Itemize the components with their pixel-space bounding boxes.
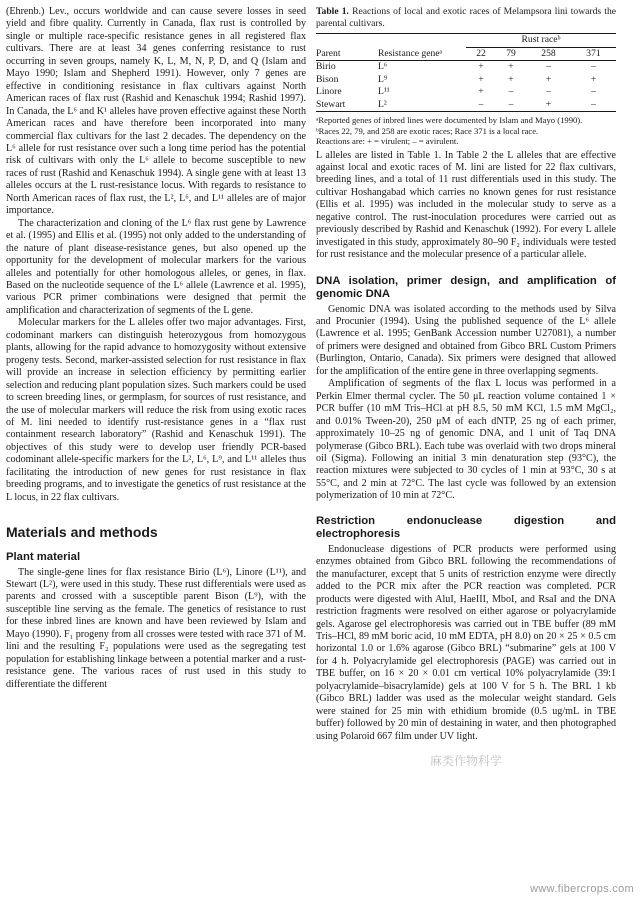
methods-heading: Materials and methods xyxy=(6,524,158,541)
cell-reaction: – xyxy=(496,99,526,112)
plant-material-heading: Plant material xyxy=(6,550,81,563)
cloning-paragraph: The characterization and cloning of the L⁶ flax rust gene by Lawrence et al. (1995) and Ellis et al. (1995) not only added to the understanding of the nature of plant disease-resistance genes, but also opened up the opportunity for the development of molecular markers for the various alleles and potentially for other homologous alleles, or genes, in flax. Based on the nucleotide sequence of the L⁶ allele (Lawrence et al. 1995), various PCR primer combinations were designed that permit the amplification and characterization of segments of the L gene. xyxy=(6,217,306,316)
dna-paragraph-1: Genomic DNA was isolated according to the methods used by Silva and Procunier (1994). Using the published sequence of the L⁶ allele (Lawrence et al. 1995; GenBank Accession number U27081), a number of primers were designed and obtained from Gibco BRL Custom Primers (Burlington, Ontario, Canada). Six primers were designed that allowed for the amplification of the entire gene in three overlapping segments. xyxy=(316,303,616,377)
table-caption-label: Table 1. xyxy=(316,6,349,17)
cell-reaction: + xyxy=(478,86,484,98)
cell-reaction: + xyxy=(478,73,484,85)
cell-parent: Linore xyxy=(316,86,342,98)
col-header-race: 79 xyxy=(496,47,526,61)
dna-isolation-heading: DNA isolation, primer design, and amplification of genomic DNA xyxy=(316,274,616,300)
cell-gene: L⁹ xyxy=(378,73,388,85)
restriction-heading: Restriction endonuclease digestion and electrophoresis xyxy=(316,514,616,540)
cell-reaction: + xyxy=(590,73,597,85)
col-header-parent: Parent xyxy=(316,47,378,61)
race-reaction-table xyxy=(316,33,616,112)
table-row xyxy=(316,86,616,99)
intro-paragraph: (Ehrenb.) Lev., occurs worldwide and can cause severe losses in seed yield and fibre quality. Currently in Canada, flax rust is controlled by single or multiple race-specific resistance genes in all registered flax cultivars. There are at least 34 genes conferring resistance to rust occurring in seven groups, namely K, L, M, N, P, D, and Q (Islam and Mayo 1990; Islam and Shepherd 1991). However, only 7 genes are effective in conditioning resistance in flax cultivars against North American races of flax rust (Rashid and Kenaschuk 1994; Rashid 1997). In Canada, the L⁶ and K¹ alleles have proven effective against these North American races and have therefore been incorporated into many commercial flax cultivars for the last 2 decades. The dependency on the L⁶ allele for rust resistance over such a long time period has the potential risk of cultivars with only the L⁶ allele to become susceptible to new races of rust (Rashid and Kenaschuk 1994). A single gene with at least 13 alleles occurs at the L rust-resistance locus. With regards to resistance to North American races of flax rust, the L², L⁶, and L¹¹ alleles are of major importance. xyxy=(6,6,306,217)
col-header-race: 258 xyxy=(526,47,571,61)
cell-reaction: – xyxy=(508,86,514,98)
cell-reaction: – xyxy=(591,61,596,73)
plant-material-paragraph: The single-gene lines for flax resistance Birio (L⁶), Linore (L¹¹), and Stewart (L²), were used in this study. These rust differentials were used as parents and crossed with a susceptible parent Bison (L⁹), with the susceptible line serving as the female. The genetics of resistance to rust for these inbred lines are known and have been reviewed by Islam and Mayo (1990). F₁ progeny from all crosses were tested with race 371 of M. lini and the resulting F₂ populations were used as the segregating test population for establishing linkage between a potential marker and a rust-resistance gene. The various races of rust used in this study to differentiate the different xyxy=(6,566,306,690)
table-notes xyxy=(316,115,616,147)
cell-reaction: + xyxy=(545,73,552,85)
dna-paragraph-2: Amplification of segments of the flax L locus was performed in a Perkin Elmer thermal cycler. The 50 μL reaction volume contained 1 × PCR buffer (10 mM Tris–HCl at pH 8.5, 50 mM KCl, 1.5 mM MgCl₂, and 0.01% Tween-20), 250 μM of each dNTP, 25 ng of each primer, approximately 10–25 ng of genomic DNA, and 1 unit of Taq DNA polymerase (Gibco BRL). Each tube was overlaid with two drops mineral oil (Sigma). Following an initial 3 min denaturation step (93°C), the reaction mixtures were subjected to 30 cycles of 1 min at 93°C, 30 s at 55°C, and 2 min at 72°C. The last cycle was followed by an extension polymerization of 10 min at 72°C. xyxy=(316,378,616,502)
restriction-paragraph: Endonuclease digestions of PCR products were performed using enzymes obtained from Gibco BRL following the recommendations of the manufacturer, except that 5 units of restriction enzyme were directly added to the PCR mix after the PCR reaction was completed. PCR products were digested with AluI, HaeIII, MboI, and RsaI and the DNA restriction fragments were resolved on either agarose or polyacrylamide gels. Agarose gel electrophoresis was carried out in TBE buffer (89 mM Tris–HCl, 89 mM boric acid, 10 mM EDTA, pH 8.0) on 20 × 25 × 0.5 cm horizontal 1.0 or 1.6% agarose (Gibco BRL) “submarine” gels at 100 V for 4 h. Polyacrylamide gel electrophoresis (PAGE) was carried out in TBE buffer, on 16 × 20 × 0.01 cm vertical 10% polyacrylamide (39:1 polyacrylamide–bisacrylamide) gels at 100 V for 5 h. The BRL 1 kb (Gibco BRL) ladder was used as the molecular weight standard. Gels were stained for 25 min with ethidium bromide (0.5 ug/mL in TBE buffer) followed by 20 min of destaining in water, and then photographed using Polaroid 667 film under UV light. xyxy=(316,543,616,742)
cell-reaction: – xyxy=(546,86,551,98)
table-1 xyxy=(316,6,616,147)
col-header-gene: Resistance geneᵃ xyxy=(378,47,466,61)
col-header-race: 371 xyxy=(571,47,616,61)
cell-reaction: – xyxy=(466,99,496,112)
watermark-url: www.fibercrops.com xyxy=(530,883,634,895)
table-row xyxy=(316,99,616,112)
cell-parent: Bison xyxy=(316,73,339,85)
cell-gene: L² xyxy=(378,99,466,112)
alleles-paragraph: L alleles are listed in Table 1. In Table 2 the L alleles that are effective against local and exotic races of M. lini are listed for 22 flax cultivars, breeding lines, and a total of 11 rust differentials used in this study. The cultivar Hoshangabad which carries no known genes for rust resistance (Ellis et al. 1995) was included in the molecular study to serve as a negative control. The rust-inoculation procedures were carried out as previously described by Rashid and Kenaschuk (1992). For every L allele investigated in this study, approximately 80–90 F₂ individuals were tested for rust resistance and the molecular presence of a particular allele. xyxy=(316,149,616,261)
table-row xyxy=(316,74,616,87)
cell-parent: Birio xyxy=(316,61,336,73)
table-caption-text: Reactions of local and exotic races of Melampsora lini towards the parental cultivars. xyxy=(316,6,616,29)
cell-reaction: + xyxy=(508,73,514,85)
cell-reaction: + xyxy=(508,61,514,73)
cell-reaction: – xyxy=(571,99,616,112)
col-header-race: 22 xyxy=(466,47,496,61)
table-note-b: ᵇRaces 22, 79, and 258 are exotic races; Race 371 is a local race. xyxy=(316,125,539,136)
left-column xyxy=(6,6,306,691)
table-note-c: Reactions are: + = virulent; – = avirulent. xyxy=(316,136,459,146)
table-note-a: ᵃReported genes of inbred lines were documented by Islam and Mayo (1990). xyxy=(316,115,583,125)
right-column xyxy=(316,6,616,743)
markers-paragraph: Molecular markers for the L alleles offer two major advantages. First, codominant markers can distinguish heterozygous from homozygous plants, allowing for the rapid advance to homozygosity without extensive progeny tests. Second, marker-assisted selection for rust resistance in flax will provide an increase in selection efficiency by permitting earlier selection and reducing plant population sizes. Such markers could be used to screen breeding lines, or germplasm, for sources of rust resistance, and the use of molecular markers will reduce the risk from using exotic races of M. lini needed to identify rust-resistance genes in a “flax rust containment research laboratory” (Rashid and Kenaschuk 1991). The objectives of this study were to develop user friendly PCR-based codominant allele-specific markers for the L², L⁶, L⁹, and L¹¹ alleles thus facilitating the introduction of new genes for rust resistance in flax breeding programs, and to investigate the genetics of rust resistance at the L locus, in 22 flax cultivars. xyxy=(6,317,306,503)
cell-reaction: – xyxy=(546,61,551,73)
table-caption xyxy=(316,6,616,30)
cell-reaction: – xyxy=(591,86,596,98)
watermark-chinese: 麻类作物科学 xyxy=(430,754,503,768)
cell-reaction: + xyxy=(478,61,484,73)
cell-parent: Stewart xyxy=(316,99,378,112)
cell-gene: L¹¹ xyxy=(378,86,390,98)
cell-gene: L⁶ xyxy=(378,61,388,73)
cell-reaction: + xyxy=(526,99,571,112)
table-row xyxy=(316,61,616,74)
rust-race-header: Rust raceᵇ xyxy=(466,34,616,48)
